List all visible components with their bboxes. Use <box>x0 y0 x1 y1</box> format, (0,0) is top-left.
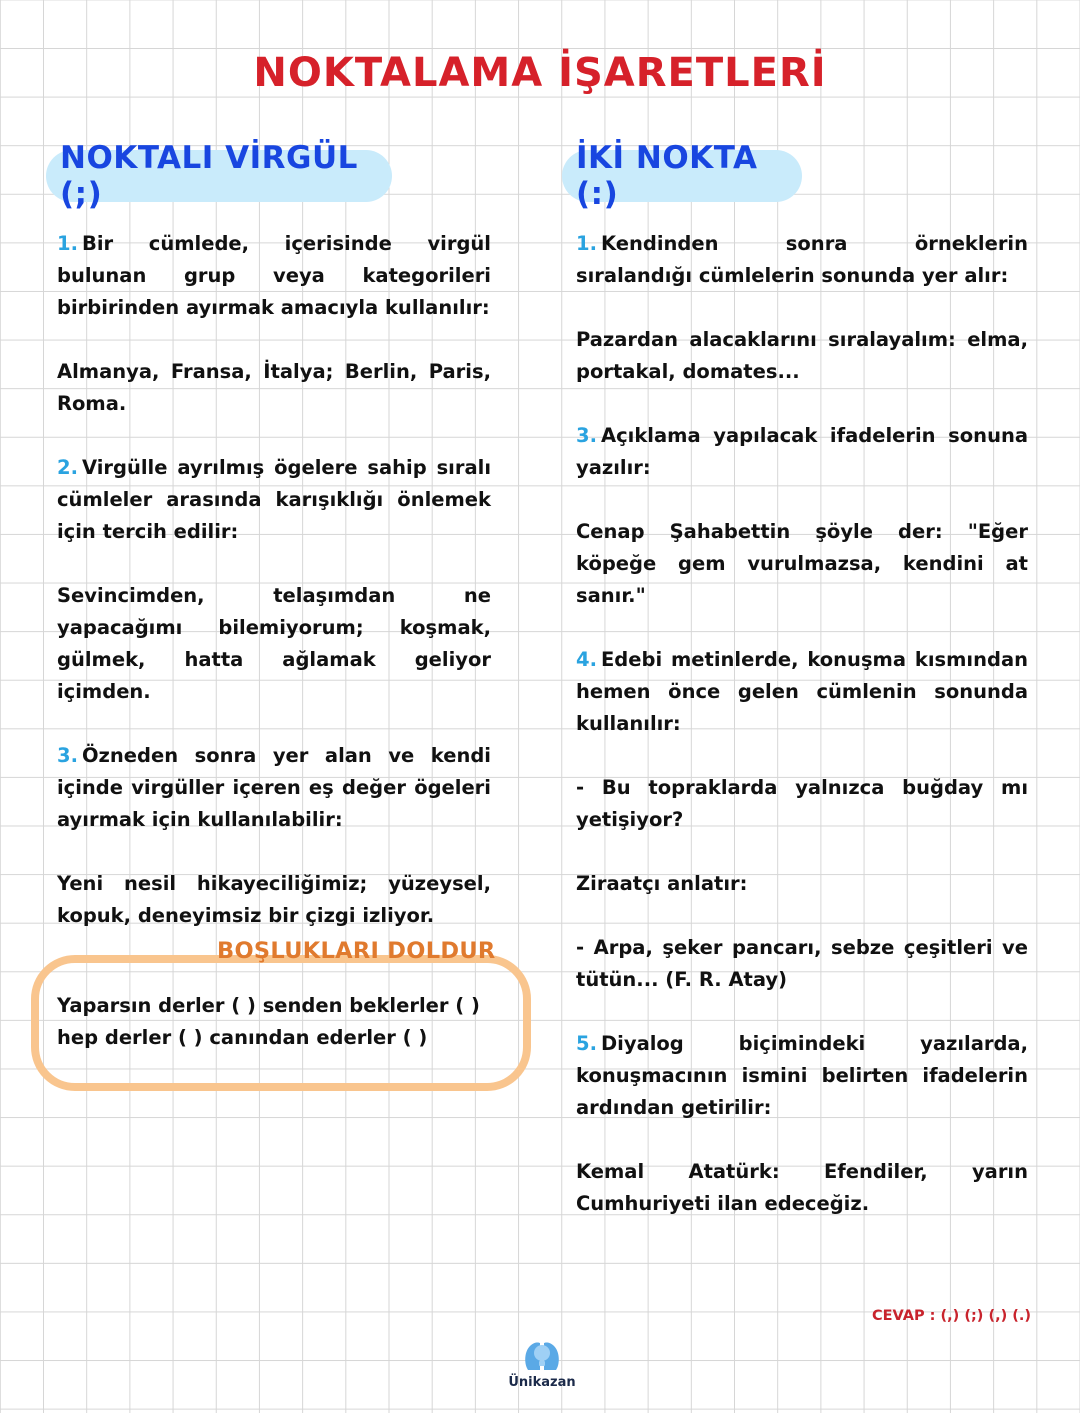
example-text: Yeni nesil hikayeciliğimiz; yüzeysel, kopuk, deneyimsiz bir çizgi izliyor. <box>57 872 491 927</box>
rule-number: 2. <box>57 456 78 479</box>
example-text: - Bu topraklarda yalnızca buğday mı yetişiyor? <box>576 776 1028 831</box>
logo-text: Ünikazan <box>508 1375 576 1390</box>
section-heading-colon: İKİ NOKTA (:) <box>562 150 802 202</box>
head-lightbulb-icon <box>522 1340 562 1374</box>
example-text: Ziraatçı anlatır: <box>576 872 748 895</box>
rule-text: Virgülle ayrılmış ögelere sahip sıralı cümleler arasında karışıklığı önlemek için tercih edilir: <box>57 456 491 543</box>
brand-logo <box>508 1340 576 1390</box>
rule-number: 1. <box>576 232 597 255</box>
rule-number: 3. <box>57 744 78 767</box>
rule-number: 5. <box>576 1032 597 1055</box>
rule-text: Açıklama yapılacak ifadelerin sonuna yazılır: <box>576 424 1028 479</box>
rule-text: Diyalog biçimindeki yazılarda, konuşmacının ismini belirten ifadelerin ardından getirilir: <box>576 1032 1028 1119</box>
example-text: Almanya, Fransa, İtalya; Berlin, Paris, Roma. <box>57 360 491 415</box>
rule-item <box>57 452 491 548</box>
section-heading-semicolon: NOKTALI VİRGÜL (;) <box>46 150 392 202</box>
exercise-text <box>57 990 497 1054</box>
rule-number: 1. <box>57 232 78 255</box>
page-title: NOKTALAMA İŞARETLERİ <box>253 50 827 96</box>
rule-text: Kendinden sonra örneklerin sıralandığı cümlelerin sonunda yer alır: <box>576 232 1028 287</box>
example-text: - Arpa, şeker pancarı, sebze çeşitleri ve tütün... (F. R. Atay) <box>576 936 1028 991</box>
exercise-title: BOŞLUKLARI DOLDUR <box>217 938 496 964</box>
rule-text: Özneden sonra yer alan ve kendi içinde virgüller içeren eş değer ögeleri ayırmak için kullanılabilir: <box>57 744 491 831</box>
rule-number: 3. <box>576 424 597 447</box>
rule-number: 4. <box>576 648 597 671</box>
rule-item <box>576 420 1028 484</box>
exercise-line: hep derler ( ) canından ederler ( ) <box>57 1026 428 1049</box>
rule-item <box>57 228 491 324</box>
exercise-line: Yaparsın derler ( ) senden beklerler ( ) <box>57 994 480 1017</box>
rule-item <box>576 228 1028 292</box>
example-text: Kemal Atatürk: Efendiler, yarın Cumhuriyeti ilan edeceğiz. <box>576 1160 1028 1215</box>
colon-column <box>576 228 1028 1252</box>
rule-item <box>57 740 491 836</box>
rule-item <box>576 1028 1028 1124</box>
rule-text: Edebi metinlerde, konuşma kısmından hemen önce gelen cümlenin sonunda kullanılır: <box>576 648 1028 735</box>
rule-item <box>576 644 1028 740</box>
example-text: Sevincimden, telaşımdan ne yapacağımı bilemiyorum; koşmak, gülmek, hatta ağlamak geliyor içimden. <box>57 584 491 703</box>
example-text: Pazardan alacaklarını sıralayalım: elma, portakal, domates... <box>576 328 1028 383</box>
example-text: Cenap Şahabettin şöyle der: "Eğer köpeğe gem vurulmazsa, kendini at sanır." <box>576 520 1028 607</box>
semicolon-column <box>57 228 491 964</box>
answer-key: CEVAP : (,) (;) (,) (.) <box>872 1308 1032 1324</box>
rule-text: Bir cümlede, içerisinde virgül bulunan grup veya kategorileri birbirinden ayırmak amacıyla kullanılır: <box>57 232 491 319</box>
